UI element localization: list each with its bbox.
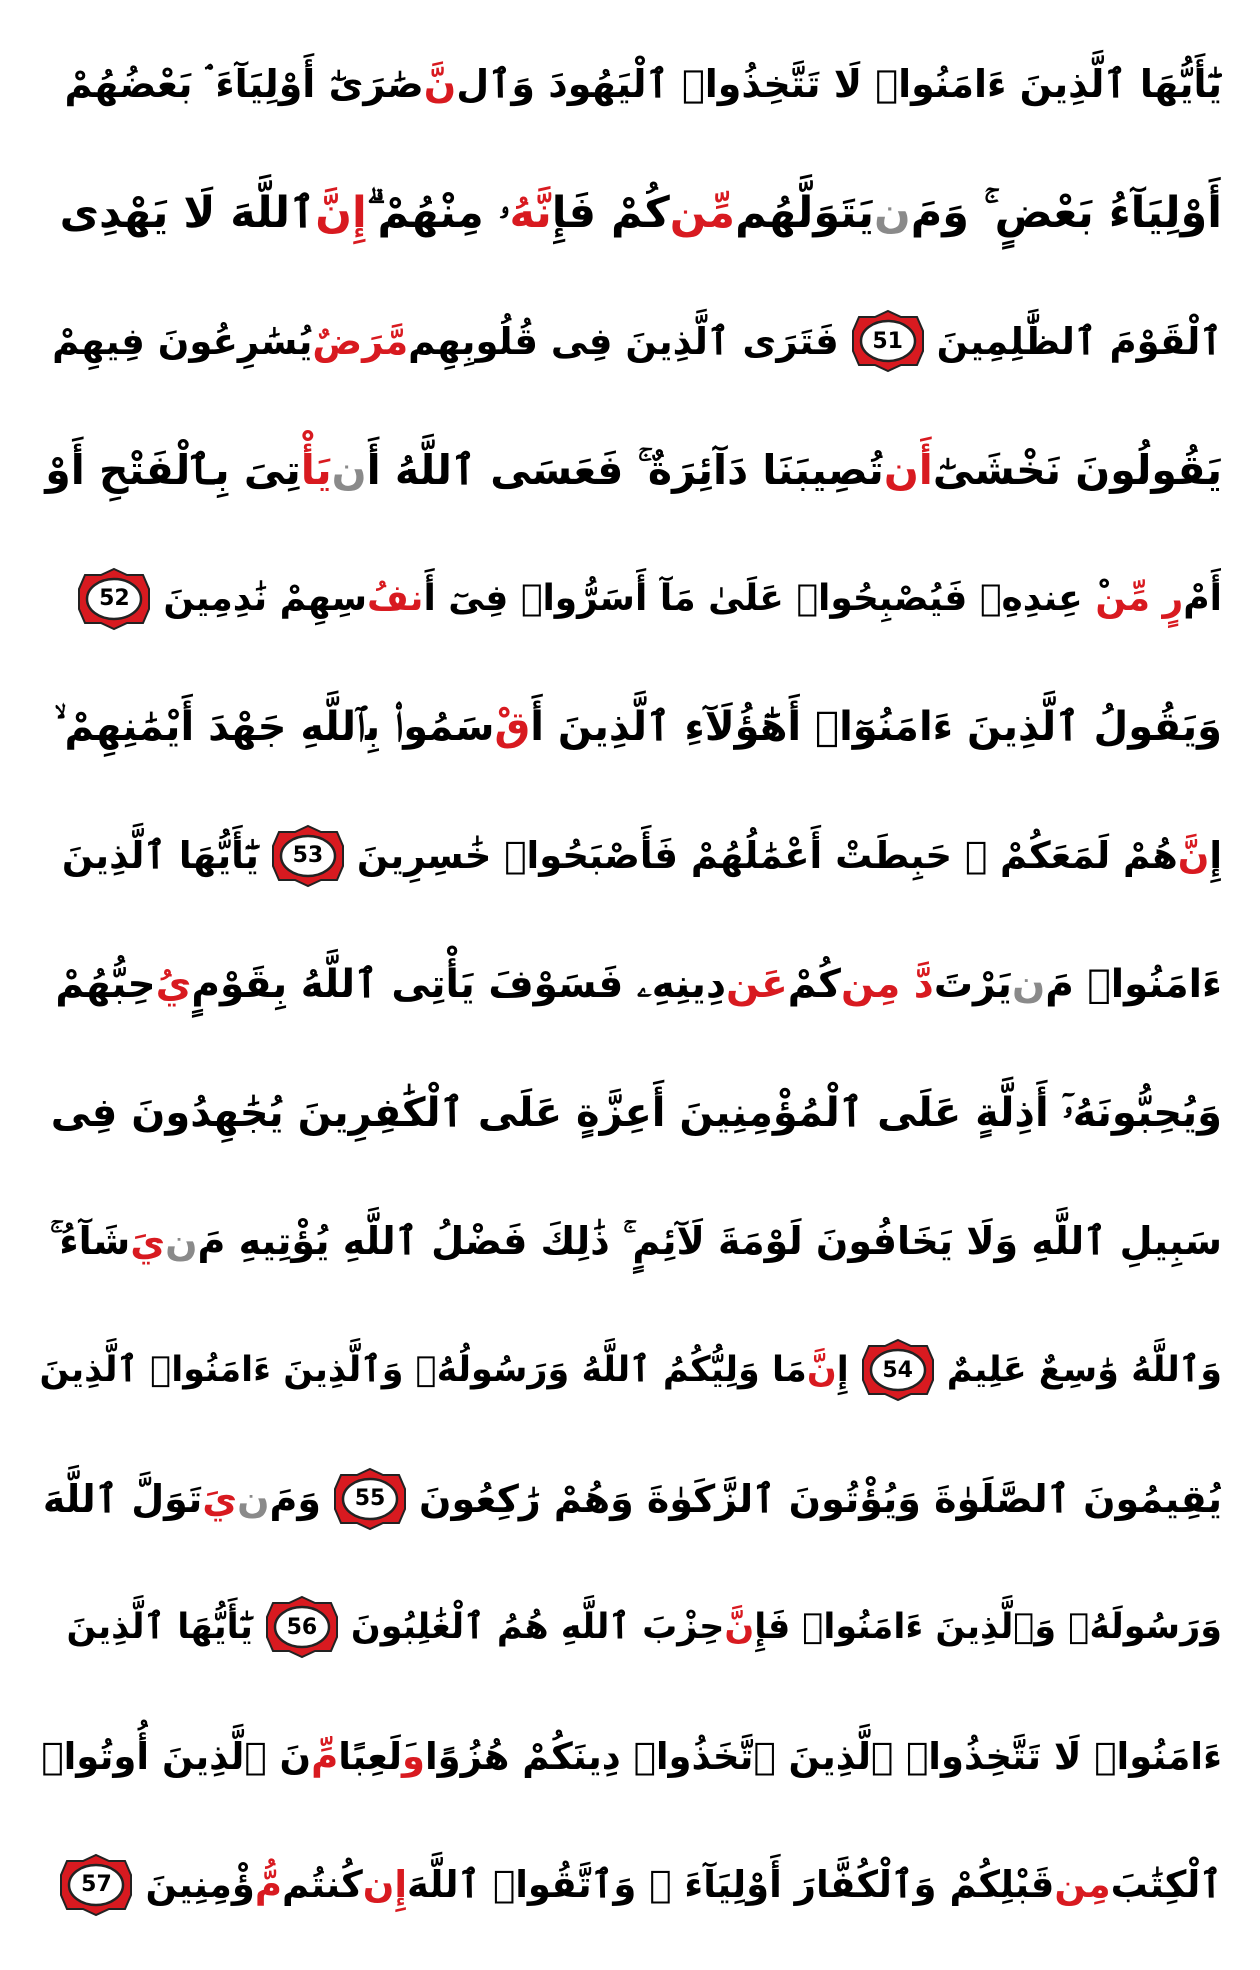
verse-text: ءَامَنُوا۟ مَ <box>1045 961 1222 1007</box>
verse-text: سِهِمْ نَٰدِمِينَ <box>163 578 368 620</box>
verse-text: فَتَرَى ٱلَّذِينَ فِى قُلُوبِهِم <box>408 319 839 363</box>
verse-text: كُمْ <box>787 961 841 1007</box>
silent-letter: ن <box>1011 961 1046 1007</box>
verse-text: مَا وَلِيُّكُمُ ٱللَّهُ وَرَسُولُهُۥ وَٱلَّذِينَ ءَامَنُوا۟ ٱلَّذِينَ <box>39 1350 807 1391</box>
tajweed-highlight: مُّ <box>254 1863 283 1907</box>
verse-text: ءَامَنُوا۟ لَا تَتَّخِذُوا۟ ٱلَّذِينَ ٱتَّخَذُوا۟ دِينَكُمْ هُزُوًا <box>425 1734 1222 1778</box>
text-line <box>38 277 1222 406</box>
verse-text: تَوَلَّ ٱللَّهَ <box>42 1476 203 1521</box>
tajweed-highlight: يَأْ <box>300 446 332 495</box>
verse-number: 53 <box>292 843 324 869</box>
verse-text: هُمْ لَمَعَكُمْ ۚ حَبِطَتْ أَعْمَٰلُهُمْ فَأَصْبَحُوا۟ خَٰسِرِينَ <box>356 834 1178 878</box>
silent-letter: ن <box>165 1219 198 1264</box>
verse-text: تِىَ بِٱلْفَتْحِ أَوْ <box>45 446 301 495</box>
text-line <box>38 663 1222 792</box>
verse-text: يُسَٰرِعُونَ فِيهِمْ <box>52 319 313 363</box>
tajweed-highlight: قْ <box>494 704 531 751</box>
verse-text: دِينِهِۦ فَسَوْفَ يَأْتِى ٱللَّهُ بِقَوْمٍ <box>191 961 726 1007</box>
tajweed-highlight: رٍ مِّن <box>1095 578 1184 620</box>
verse-end-marker <box>331 1467 409 1531</box>
tajweed-highlight: مِّن <box>669 187 736 238</box>
tajweed-highlight: يَ <box>202 1476 238 1521</box>
verse-text: وَيَقُولُ ٱلَّذِينَ ءَامَنُوٓا۟ أَهَٰٓؤُلَآءِ ٱلَّذِينَ أَ <box>530 704 1222 751</box>
verse-text: وَيُحِبُّونَهُۥٓ أَذِلَّةٍ عَلَى ٱلْمُؤْمِنِينَ أَعِزَّةٍ عَلَى ٱلْكَٰفِرِينَ يُجَٰهِدُونَ فِى <box>50 1090 1222 1137</box>
verse-text: يَٰٓأَيُّهَا ٱلَّذِينَ <box>61 834 259 878</box>
verse-text: يَتَوَلَّهُم <box>735 187 874 238</box>
text-line <box>38 792 1222 921</box>
verse-text: ٱللَّهَ لَا يَهْدِى <box>59 187 316 238</box>
tajweed-highlight: إِنَّ <box>315 187 367 238</box>
tajweed-highlight: نَّ <box>423 62 457 107</box>
silent-letter: ن <box>331 446 367 495</box>
text-line <box>38 1177 1222 1306</box>
verse-text: سَمُوا۟ بِٱللَّهِ جَهْدَ أَيْمَٰنِهِمْ ۙ <box>54 704 495 751</box>
verse-text: يَقُولُونَ نَخْشَىٰٓ <box>932 446 1222 495</box>
verse-end-marker <box>263 1595 341 1659</box>
verse-text: قَبْلِكُمْ وَٱلْكُفَّارَ أَوْلِيَآءَ ۚ وَٱتَّقُوا۟ ٱللَّهَ <box>407 1863 1055 1907</box>
tajweed-highlight: نَّ <box>1177 834 1210 878</box>
verse-text: وَٱللَّهُ وَٰسِعٌ عَلِيمٌ <box>946 1350 1222 1391</box>
tajweed-highlight: نفُ <box>367 578 424 620</box>
text-line <box>38 1435 1222 1564</box>
verse-end-marker <box>57 1853 135 1917</box>
verse-text: حِزْبَ ٱللَّهِ هُمُ ٱلْغَٰلِبُونَ <box>350 1607 725 1648</box>
verse-end-marker <box>849 309 927 373</box>
verse-text: نَ ٱلَّذِينَ أُوتُوا۟ <box>41 1734 312 1778</box>
tajweed-highlight: مِّ <box>311 1734 339 1778</box>
text-line <box>38 534 1222 663</box>
verse-text: ٱلْقَوْمَ ٱلظَّٰلِمِينَ <box>936 319 1222 363</box>
verse-text: إِ <box>1209 834 1222 878</box>
tajweed-highlight: نَّ <box>806 1350 837 1391</box>
verse-text: شَآءُ ۚ <box>49 1219 131 1264</box>
verse-text: إِ <box>836 1350 849 1391</box>
text-line <box>38 920 1222 1049</box>
text-line <box>38 20 1222 149</box>
verse-text: يُقِيمُونَ ٱلصَّلَوٰةَ وَيُؤْتُونَ ٱلزَّكَوٰةَ وَهُمْ رَٰكِعُونَ <box>419 1476 1222 1521</box>
tajweed-highlight: مِن <box>1054 1863 1111 1907</box>
verse-number: 57 <box>81 1872 112 1898</box>
verse-text: ٱلْكِتَٰبَ <box>1110 1863 1222 1907</box>
verse-end-marker <box>75 567 153 631</box>
verse-text: يَٰٓأَيُّهَا ٱلَّذِينَ ءَامَنُوا۟ لَا تَتَّخِذُوا۟ ٱلْيَهُودَ وَٱل <box>456 62 1222 107</box>
text-line <box>38 1049 1222 1178</box>
text-line <box>38 1820 1222 1949</box>
verse-text: سَبِيلِ ٱللَّهِ وَلَا يَخَافُونَ لَوْمَةَ لَآئِمٍ ۚ ذَٰلِكَ فَضْلُ ٱللَّهِ يُؤْتِيهِ مَ <box>197 1219 1222 1264</box>
text-line <box>38 1563 1222 1692</box>
silent-letter: ن <box>237 1476 270 1521</box>
verse-text: كُنتُم <box>282 1863 363 1907</box>
text-line <box>38 406 1222 535</box>
tajweed-highlight: إِن <box>362 1863 408 1907</box>
quran-page <box>38 20 1222 1950</box>
verse-number: 56 <box>286 1614 318 1640</box>
verse-text: يَٰٓأَيُّهَا ٱلَّذِينَ <box>66 1607 253 1648</box>
verse-end-marker <box>859 1338 937 1402</box>
verse-text: حِبُّهُمْ <box>55 961 156 1007</box>
verse-number: 52 <box>99 586 130 612</box>
verse-text: ْ عِندِهِۦ فَيُصْبِحُوا۟ عَلَىٰ مَآ أَسَرُّوا۟ فِىٓ أَ <box>423 578 1096 620</box>
verse-text: ؤْمِنِينَ <box>145 1863 255 1907</box>
verse-text: تُصِيبَنَا دَآئِرَةٌ ۚ فَعَسَى ٱللَّهُ أَ <box>366 445 884 494</box>
tajweed-highlight: و <box>402 1734 425 1778</box>
verse-text: كُمْ فَإِ <box>551 187 670 238</box>
silent-letter: ن <box>873 187 911 238</box>
text-line <box>38 1692 1222 1821</box>
tajweed-highlight: أَن <box>883 446 933 495</box>
verse-text: يَرْتَ <box>933 961 1012 1007</box>
verse-text: وَرَسُولَهُۥ وَٱلَّذِينَ ءَامَنُوا۟ فَإِ <box>754 1607 1222 1648</box>
text-line <box>38 149 1222 278</box>
tajweed-highlight: يَ <box>130 1219 166 1264</box>
tajweed-highlight: دَّ مِن <box>840 961 934 1007</box>
verse-text: َلَعِبًا <box>338 1734 402 1778</box>
text-line <box>38 1306 1222 1435</box>
verse-text: ۥ مِنْهُمْ ۗ <box>366 187 510 238</box>
verse-end-marker <box>269 824 347 888</box>
verse-text: أَمْ <box>1183 578 1222 620</box>
tajweed-highlight: عَن <box>725 961 788 1007</box>
verse-text: صَٰرَىٰٓ أَوْلِيَآءَ ۘ بَعْضُهُمْ <box>64 61 424 106</box>
tajweed-highlight: مَّرَضٌ <box>312 319 409 363</box>
verse-number: 55 <box>354 1486 386 1512</box>
verse-number: 54 <box>882 1357 913 1383</box>
tajweed-highlight: يُ <box>155 961 192 1007</box>
verse-text: وَمَ <box>269 1476 322 1521</box>
tajweed-highlight: نَّ <box>724 1607 755 1648</box>
verse-number: 51 <box>872 328 903 354</box>
verse-text: أَوْلِيَآءُ بَعْضٍ ۚ وَمَ <box>910 187 1222 238</box>
tajweed-highlight: نَّهُ <box>509 187 552 238</box>
